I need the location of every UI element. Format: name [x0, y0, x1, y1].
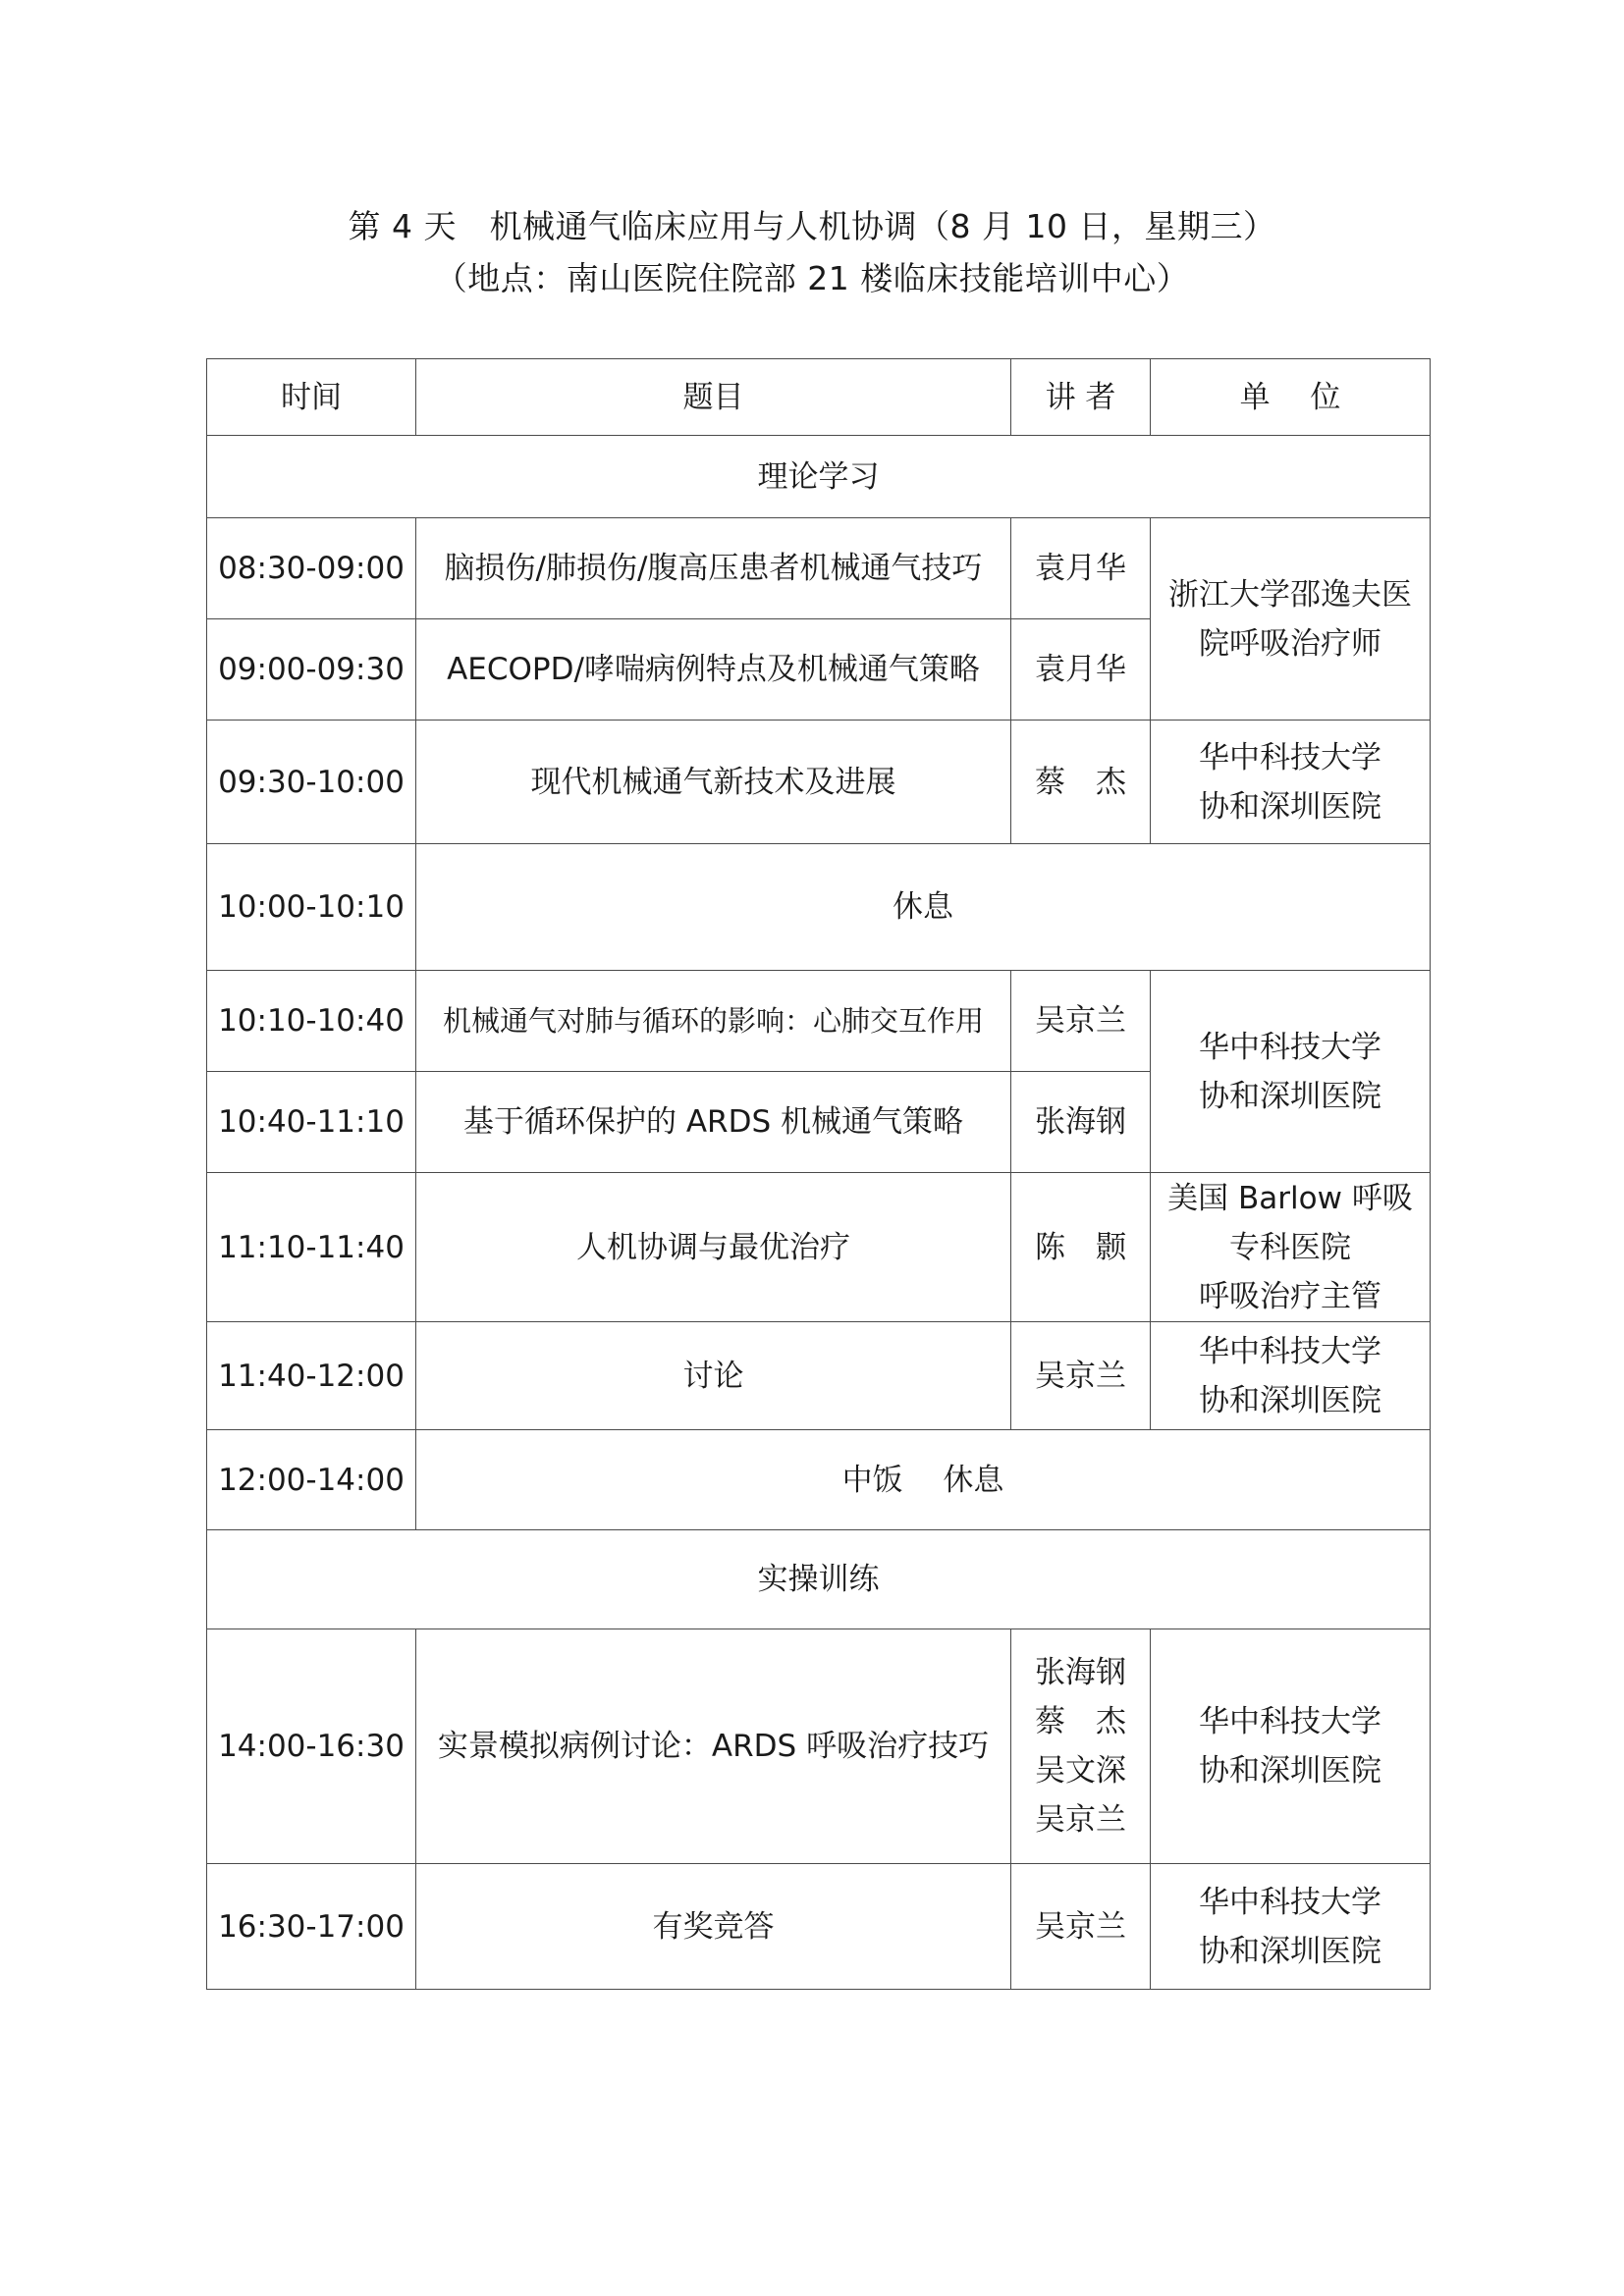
header-speaker: 讲 者: [1011, 359, 1151, 436]
speaker-cell: 陈 颢: [1011, 1173, 1151, 1322]
section-label-theory: 理论学习: [207, 436, 1431, 518]
time-cell: 11:40-12:00: [207, 1322, 416, 1430]
unit-cell: 浙江大学邵逸夫医院呼吸治疗师: [1151, 518, 1431, 721]
speaker-cell: 张海钢 蔡 杰 吴文深 吴京兰: [1011, 1629, 1151, 1864]
table-row: [207, 721, 1431, 844]
table-row: [207, 1173, 1431, 1322]
time-cell: 08:30-09:00: [207, 518, 416, 619]
header-time: 时间: [207, 359, 416, 436]
topic-cell: 机械通气对肺与循环的影响：心肺交互作用: [416, 971, 1011, 1072]
table-row: [207, 844, 1431, 971]
schedule-table: [206, 358, 1431, 1990]
unit-cell: 美国 Barlow 呼吸 专科医院 呼吸治疗主管: [1151, 1173, 1431, 1322]
time-cell: 10:10-10:40: [207, 971, 416, 1072]
topic-cell: 实景模拟病例讨论：ARDS 呼吸治疗技巧: [416, 1629, 1011, 1864]
unit-cell: 华中科技大学 协和深圳医院: [1151, 721, 1431, 844]
speaker-cell: 吴京兰: [1011, 1864, 1151, 1990]
speaker-cell: 吴京兰: [1011, 1322, 1151, 1430]
speaker-cell: 蔡 杰: [1011, 721, 1151, 844]
time-cell: 14:00-16:30: [207, 1629, 416, 1864]
table-row: [207, 518, 1431, 619]
unit-cell: 华中科技大学 协和深圳医院: [1151, 971, 1431, 1173]
table-row: [207, 1322, 1431, 1430]
section-row-theory: [207, 436, 1431, 518]
time-cell: 16:30-17:00: [207, 1864, 416, 1990]
time-cell: 09:00-09:30: [207, 619, 416, 721]
table-row: [207, 1864, 1431, 1990]
table-row: [207, 971, 1431, 1072]
header-topic: 题目: [416, 359, 1011, 436]
time-cell: 11:10-11:40: [207, 1173, 416, 1322]
page-title: 第 4 天 机械通气临床应用与人机协调（8 月 10 日，星期三）: [348, 207, 1276, 245]
speaker-cell: 袁月华: [1011, 619, 1151, 721]
speaker-cell: 袁月华: [1011, 518, 1151, 619]
location-subtitle: （地点：南山医院住院部 21 楼临床技能培训中心）: [434, 259, 1190, 297]
lunch-cell: 中饭 休息: [416, 1430, 1431, 1530]
speaker-cell: 吴京兰: [1011, 971, 1151, 1072]
topic-cell: 有奖竞答: [416, 1864, 1011, 1990]
table-row: [207, 1629, 1431, 1864]
speaker-cell: 张海钢: [1011, 1072, 1151, 1173]
break-cell: 休息: [416, 844, 1431, 971]
topic-cell: 讨论: [416, 1322, 1011, 1430]
topic-cell: 现代机械通气新技术及进展: [416, 721, 1011, 844]
time-cell: 10:00-10:10: [207, 844, 416, 971]
section-row-practice: [207, 1530, 1431, 1629]
section-label-practice: 实操训练: [207, 1530, 1431, 1629]
header-unit: 单 位: [1151, 359, 1431, 436]
topic-cell: 基于循环保护的 ARDS 机械通气策略: [416, 1072, 1011, 1173]
topic-cell: 人机协调与最优治疗: [416, 1173, 1011, 1322]
unit-cell: 华中科技大学 协和深圳医院: [1151, 1322, 1431, 1430]
topic-cell: 脑损伤/肺损伤/腹高压患者机械通气技巧: [416, 518, 1011, 619]
time-cell: 12:00-14:00: [207, 1430, 416, 1530]
unit-cell: 华中科技大学 协和深圳医院: [1151, 1629, 1431, 1864]
time-cell: 10:40-11:10: [207, 1072, 416, 1173]
table-row: [207, 1430, 1431, 1530]
time-cell: 09:30-10:00: [207, 721, 416, 844]
table-header-row: [207, 359, 1431, 436]
unit-cell: 华中科技大学 协和深圳医院: [1151, 1864, 1431, 1990]
topic-cell: AECOPD/哮喘病例特点及机械通气策略: [416, 619, 1011, 721]
